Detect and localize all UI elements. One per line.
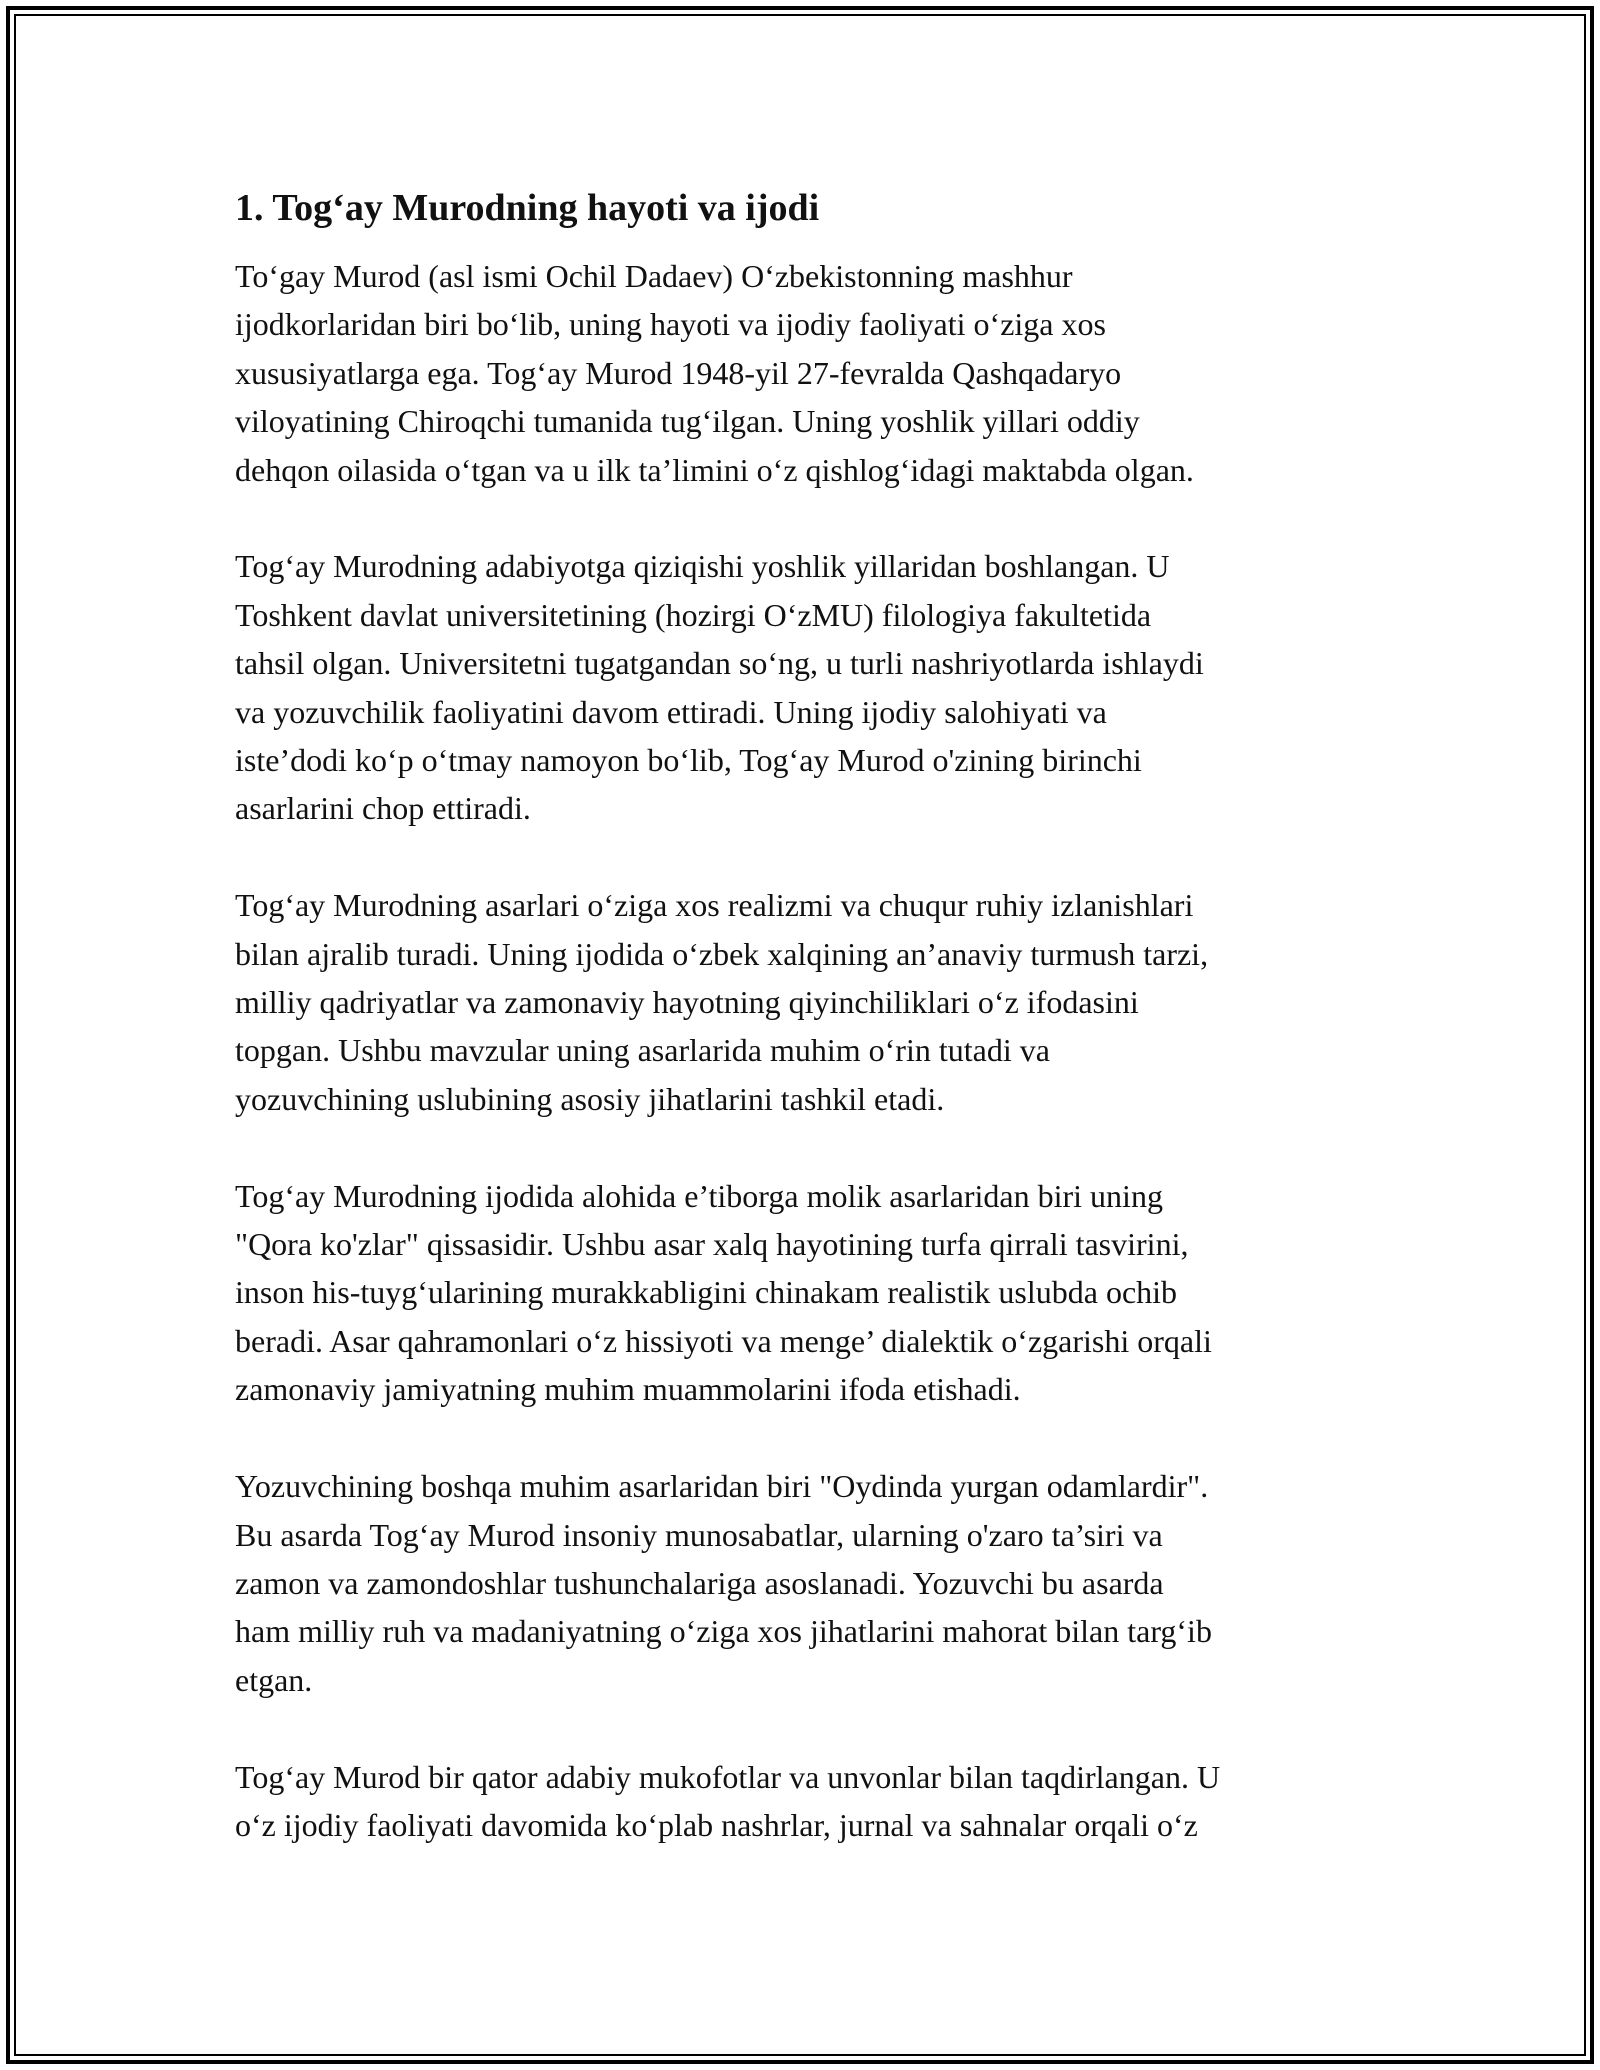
- text-line: va yozuvchilik faoliyatini davom ettiradi. Uning ijodiy salohiyati va: [235, 693, 1107, 730]
- text-line: iste’dodi ko‘p o‘tmay namoyon bo‘lib, Tog‘ay Murod o'zining birinchi: [235, 742, 1142, 779]
- text-line: Tog‘ay Murodning asarlari o‘ziga xos realizmi va chuqur ruhiy izlanishlari: [235, 887, 1194, 924]
- paragraph-qora-kozlar: [235, 1172, 1375, 1414]
- text-line: Toshkent davlat universitetining (hozirgi O‘zMU) filologiya fakultetida: [235, 596, 1152, 633]
- text-line: etgan.: [235, 1661, 313, 1698]
- text-line: To‘gay Murod (asl ismi Ochil Dadaev) O‘zbekistonning mashhur: [235, 258, 1073, 294]
- text-line: dehqon oilasida o‘tgan va u ilk ta’limini o‘z qishlog‘idagi maktabda olgan.: [235, 451, 1194, 488]
- text-line: Tog‘ay Murod bir qator adabiy mukofotlar va unvonlar bilan taqdirlangan. U: [235, 1758, 1221, 1795]
- text-line: zamonaviy jamiyatning muhim muammolarini ifoda etishadi.: [235, 1371, 1021, 1408]
- text-line: tahsil olgan. Universitetni tugatgandan so‘ng, u turli nashriyotlarda ishlaydi: [235, 645, 1204, 682]
- text-line: ijodkorlaridan biri bo‘lib, uning hayoti va ijodiy faoliyati o‘ziga xos: [235, 306, 1106, 343]
- paragraph-biography: [235, 252, 1375, 494]
- text-line: beradi. Asar qahramonlari o‘z hissiyoti va menge’ dialektik o‘zgarishi orqali: [235, 1322, 1212, 1359]
- document-body: [235, 184, 1375, 1898]
- paragraph-style: [235, 881, 1375, 1123]
- text-line: topgan. Ushbu mavzular uning asarlarida muhim o‘rin tutadi va: [235, 1032, 1050, 1069]
- text-line: Bu asarda Tog‘ay Murod insoniy munosabatlar, ularning o'zaro ta’siri va: [235, 1516, 1163, 1553]
- text-line: asarlarini chop ettiradi.: [235, 790, 531, 827]
- paragraph-education: [235, 542, 1375, 832]
- text-line: Tog‘ay Murodning adabiyotga qiziqishi yoshlik yillaridan boshlangan. U: [235, 548, 1170, 585]
- text-line: viloyatining Chiroqchi tumanida tug‘ilgan. Uning yoshlik yillari oddiy: [235, 403, 1140, 440]
- text-line: o‘z ijodiy faoliyati davomida ko‘plab nashrlar, jurnal va sahnalar orqali o‘z: [235, 1806, 1198, 1843]
- text-line: inson his-tuyg‘ularining murakkabligini chinakam realistik uslubda ochib: [235, 1274, 1178, 1311]
- text-line: yozuvchining uslubining asosiy jihatlarini tashkil etadi.: [235, 1080, 945, 1117]
- section-heading: 1. Tog‘ay Murodning hayoti va ijodi: [235, 187, 820, 229]
- text-line: milliy qadriyatlar va zamonaviy hayotning qiyinchiliklari o‘z ifodasini: [235, 984, 1139, 1021]
- paragraph-oydinda: [235, 1462, 1375, 1704]
- text-line: bilan ajralib turadi. Uning ijodida o‘zbek xalqining an’anaviy turmush tarzi,: [235, 935, 1209, 972]
- paragraph-awards: [235, 1753, 1375, 1850]
- text-line: zamon va zamondoshlar tushunchalariga asoslanadi. Yozuvchi bu asarda: [235, 1564, 1164, 1601]
- text-line: Tog‘ay Murodning ijodida alohida e’tiborga molik asarlaridan biri uning: [235, 1177, 1163, 1214]
- text-line: ham milliy ruh va madaniyatning o‘ziga xos jihatlarini mahorat bilan targ‘ib: [235, 1613, 1212, 1650]
- text-line: Yozuvchining boshqa muhim asarlaridan biri "Oydinda yurgan odamlardir".: [235, 1468, 1209, 1505]
- text-line: "Qora ko'zlar" qissasidir. Ushbu asar xalq hayotining turfa qirrali tasvirini,: [235, 1226, 1189, 1263]
- text-line: xususiyatlarga ega. Tog‘ay Murod 1948-yil 27-fevralda Qashqadaryo: [235, 354, 1122, 391]
